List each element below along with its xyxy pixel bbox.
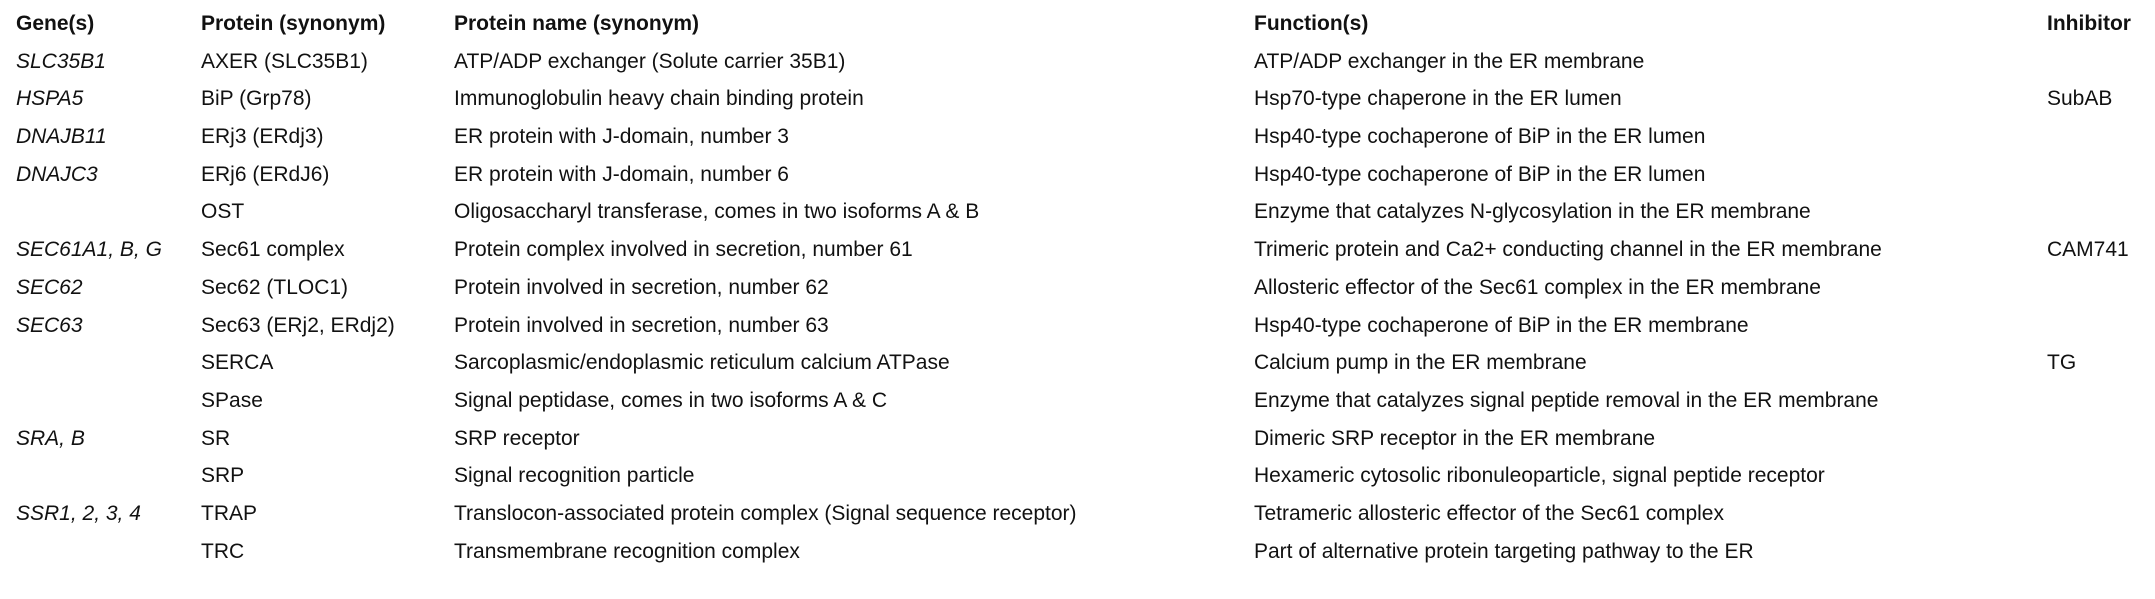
cell-protein-name: Protein involved in secretion, number 63 <box>454 313 829 337</box>
cell-inhibitor <box>2047 200 2155 238</box>
cell-protein: Sec62 (TLOC1) <box>201 275 349 299</box>
table-row <box>0 464 2155 502</box>
cell-gene <box>0 540 201 578</box>
cell-protein-name: SRP receptor <box>454 426 580 450</box>
cell-inhibitor <box>2047 464 2155 502</box>
cell-gene: SRA, B <box>16 426 85 450</box>
table-row <box>0 427 2155 465</box>
cell-inhibitor: CAM741 <box>2047 238 2129 262</box>
cell-protein-name: ATP/ADP exchanger (Solute carrier 35B1) <box>454 49 846 73</box>
cell-protein-name: Sarcoplasmic/endoplasmic reticulum calcium ATPase <box>454 351 950 375</box>
cell-function: Trimeric protein and Ca2+ conducting channel in the ER membrane <box>1254 238 1882 262</box>
cell-function: Enzyme that catalyzes signal peptide removal in the ER membrane <box>1254 388 1879 412</box>
header-protein-name: Protein name (synonym) <box>454 12 700 35</box>
cell-protein: SPase <box>201 388 263 412</box>
cell-protein: ERj6 (ERdJ6) <box>201 162 330 186</box>
cell-protein-name: ER protein with J-domain, number 6 <box>454 162 789 186</box>
cell-gene <box>0 351 201 389</box>
header-gene: Gene(s) <box>16 12 95 35</box>
table-row <box>0 50 2155 88</box>
cell-inhibitor: TG <box>2047 351 2077 375</box>
cell-gene: HSPA5 <box>16 87 84 111</box>
table-row <box>0 87 2155 125</box>
table-row <box>0 238 2155 276</box>
cell-gene <box>0 389 201 427</box>
cell-gene <box>0 464 201 502</box>
cell-gene: SEC63 <box>16 313 83 337</box>
cell-protein-name: Signal recognition particle <box>454 464 695 488</box>
cell-function: Tetrameric allosteric effector of the Sec61 complex <box>1254 501 1724 525</box>
cell-inhibitor: SubAB <box>2047 87 2113 111</box>
cell-protein: SR <box>201 426 231 450</box>
cell-protein-name: Protein complex involved in secretion, number 61 <box>454 238 913 262</box>
cell-protein: TRC <box>201 539 245 563</box>
cell-gene <box>0 200 201 238</box>
cell-protein-name: Transmembrane recognition complex <box>454 539 800 563</box>
protein-table <box>0 12 2155 577</box>
cell-inhibitor <box>2047 502 2155 540</box>
cell-inhibitor <box>2047 427 2155 465</box>
cell-protein: Sec61 complex <box>201 238 345 262</box>
cell-protein: Sec63 (ERj2, ERdj2) <box>201 313 395 337</box>
cell-gene: SEC61A1, B, G <box>16 238 162 262</box>
header-row <box>0 12 2155 50</box>
cell-gene: DNAJB11 <box>16 125 107 149</box>
cell-gene: SSR1, 2, 3, 4 <box>16 501 141 525</box>
cell-protein: ERj3 (ERdj3) <box>201 125 324 149</box>
cell-function: Part of alternative protein targeting pathway to the ER <box>1254 539 1754 563</box>
table-row <box>0 276 2155 314</box>
table-body <box>0 50 2155 578</box>
cell-inhibitor <box>2047 540 2155 578</box>
table-row <box>0 502 2155 540</box>
cell-protein: OST <box>201 200 245 224</box>
cell-function: Dimeric SRP receptor in the ER membrane <box>1254 426 1656 450</box>
table-header <box>0 12 2155 50</box>
cell-function: ATP/ADP exchanger in the ER membrane <box>1254 49 1645 73</box>
table-row <box>0 125 2155 163</box>
header-inhibitor: Inhibitor <box>2047 12 2131 35</box>
table-row <box>0 314 2155 352</box>
header-protein: Protein (synonym) <box>201 12 386 35</box>
cell-function: Hsp40-type cochaperone of BiP in the ER lumen <box>1254 125 1706 149</box>
cell-gene: DNAJC3 <box>16 162 98 186</box>
cell-inhibitor <box>2047 163 2155 201</box>
cell-protein: BiP (Grp78) <box>201 87 312 111</box>
cell-protein: SERCA <box>201 351 274 375</box>
cell-protein: TRAP <box>201 501 258 525</box>
cell-inhibitor <box>2047 125 2155 163</box>
cell-protein-name: Oligosaccharyl transferase, comes in two isoforms A & B <box>454 200 980 224</box>
cell-protein-name: Protein involved in secretion, number 62 <box>454 275 829 299</box>
cell-protein: AXER (SLC35B1) <box>201 49 368 73</box>
cell-function: Hsp70-type chaperone in the ER lumen <box>1254 87 1622 111</box>
table-row <box>0 163 2155 201</box>
cell-function: Enzyme that catalyzes N-glycosylation in the ER membrane <box>1254 200 1811 224</box>
table-row <box>0 389 2155 427</box>
table-row <box>0 351 2155 389</box>
cell-function: Hsp40-type cochaperone of BiP in the ER membrane <box>1254 313 1749 337</box>
cell-inhibitor <box>2047 389 2155 427</box>
cell-function: Hsp40-type cochaperone of BiP in the ER lumen <box>1254 162 1706 186</box>
cell-function: Allosteric effector of the Sec61 complex in the ER membrane <box>1254 275 1821 299</box>
cell-protein-name: Immunoglobulin heavy chain binding protein <box>454 87 864 111</box>
cell-inhibitor <box>2047 314 2155 352</box>
table-row <box>0 200 2155 238</box>
cell-inhibitor <box>2047 50 2155 88</box>
cell-protein-name: ER protein with J-domain, number 3 <box>454 125 789 149</box>
cell-protein-name: Signal peptidase, comes in two isoforms A & C <box>454 388 888 412</box>
cell-protein: SRP <box>201 464 245 488</box>
cell-gene: SEC62 <box>16 275 83 299</box>
cell-function: Calcium pump in the ER membrane <box>1254 351 1587 375</box>
header-function: Function(s) <box>1254 12 1369 35</box>
cell-protein-name: Translocon-associated protein complex (Signal sequence receptor) <box>454 501 1077 525</box>
table-row <box>0 540 2155 578</box>
cell-gene: SLC35B1 <box>16 49 106 73</box>
cell-function: Hexameric cytosolic ribonuleoparticle, signal peptide receptor <box>1254 464 1825 488</box>
cell-inhibitor <box>2047 276 2155 314</box>
